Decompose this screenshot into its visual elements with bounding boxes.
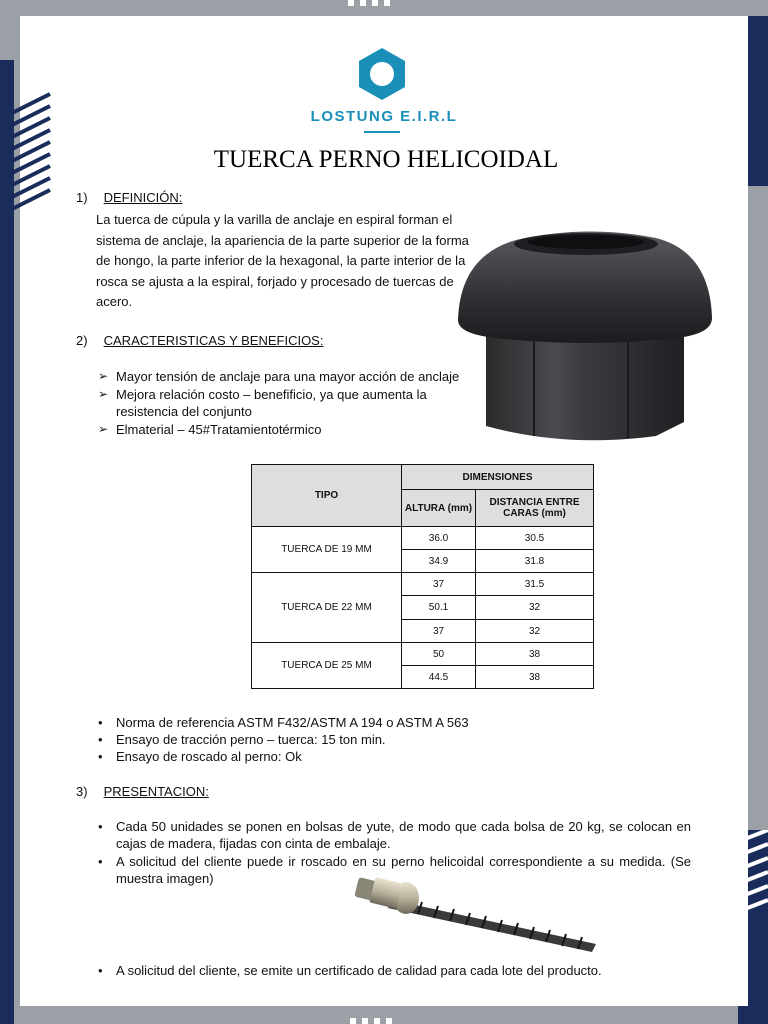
notes-list xyxy=(98,714,548,765)
altura-cell: 44.5 xyxy=(402,666,476,689)
header-distancia: DISTANCIA ENTRE CARAS (mm) xyxy=(476,490,594,527)
list-item: • A solicitud del cliente puede ir roscado en su perno helicoidal correspondiente a su medida. (Se muestra imagen) xyxy=(98,854,691,886)
list-item: • A solicitud del cliente, se emite un certificado de calidad para cada lote del producto. xyxy=(98,963,602,978)
list-item: • Ensayo de tracción perno – tuerca: 15 ton min. xyxy=(98,732,386,747)
dot-bullet-icon: • xyxy=(98,819,103,834)
section-presentation-heading xyxy=(76,784,209,799)
dimensions-table xyxy=(251,464,594,689)
arrow-bullet-icon: ➢ xyxy=(98,387,109,401)
distancia-cell: 30.5 xyxy=(476,527,594,550)
section-title: PRESENTACION: xyxy=(103,784,209,799)
altura-cell: 37 xyxy=(402,620,476,643)
section-definition-heading xyxy=(76,190,182,205)
list-item: • Norma de referencia ASTM F432/ASTM A 194 o ASTM A 563 xyxy=(98,715,469,730)
section-title: CARACTERISTICAS Y BENEFICIOS: xyxy=(103,333,324,348)
definition-text: La tuerca de cúpula y la varilla de anclaje en espiral forman el sistema de anclaje, la apariencia de la parte superior de la forma de hongo, la parte inferior de la hexagonal, la parte interior de la rosca se ajusta a la espiral, forjado y procesado de tuercas de acero. xyxy=(96,212,469,309)
distancia-cell: 31.5 xyxy=(476,573,594,596)
distancia-cell: 31.8 xyxy=(476,550,594,573)
header-altura: ALTURA (mm) xyxy=(402,490,476,527)
tipo-cell: TUERCA DE 19 MM xyxy=(252,527,402,573)
bottom-ticks-decoration xyxy=(350,1016,398,1024)
table-row xyxy=(252,527,594,550)
altura-cell: 50.1 xyxy=(402,596,476,620)
dot-bullet-icon: • xyxy=(98,732,103,747)
dome-nut-image xyxy=(456,226,714,444)
section-features-heading xyxy=(76,333,323,348)
list-item: ➢ Elmaterial – 45#Tratamientotérmico xyxy=(98,422,322,437)
dot-bullet-icon: • xyxy=(98,963,103,978)
altura-cell: 50 xyxy=(402,643,476,666)
header-tipo: TIPO xyxy=(252,465,402,527)
table-row xyxy=(252,573,594,596)
company-name: LOSTUNG E.I.R.L xyxy=(310,108,458,125)
stripes-decoration-right xyxy=(732,830,768,940)
section-number: 2) xyxy=(76,333,88,348)
features-list xyxy=(98,368,478,439)
page-title: TUERCA PERNO HELICOIDAL xyxy=(213,146,559,173)
tipo-cell: TUERCA DE 25 MM xyxy=(252,643,402,689)
dot-bullet-icon: • xyxy=(98,749,103,764)
altura-cell: 37 xyxy=(402,573,476,596)
brand-underline xyxy=(364,131,400,133)
distancia-cell: 38 xyxy=(476,643,594,666)
list-item: ➢ Mejora relación costo – benefificio, ya que aumenta la resistencia del conjunto xyxy=(98,387,427,419)
dot-bullet-icon: • xyxy=(98,854,103,869)
altura-cell: 36.0 xyxy=(402,527,476,550)
stripes-decoration-left xyxy=(10,90,54,230)
distancia-cell: 32 xyxy=(476,620,594,643)
tipo-cell: TUERCA DE 22 MM xyxy=(252,573,402,643)
list-item: • Cada 50 unidades se ponen en bolsas de yute, de modo que cada bolsa de 20 kg, se colocan en cajas de madera, fijadas con cinta de embalaje. xyxy=(98,819,691,851)
section-title: DEFINICIÓN: xyxy=(103,190,183,205)
distancia-cell: 32 xyxy=(476,596,594,620)
header-dimensiones: DIMENSIONES xyxy=(402,465,594,490)
section-number: 1) xyxy=(76,190,88,205)
section-number: 3) xyxy=(76,784,88,799)
list-item: • Ensayo de roscado al perno: Ok xyxy=(98,749,302,764)
table-row xyxy=(252,643,594,666)
presentation-final-list xyxy=(98,962,698,979)
arrow-bullet-icon: ➢ xyxy=(98,369,109,383)
hex-nut-logo-icon xyxy=(356,46,408,102)
distancia-cell: 38 xyxy=(476,666,594,689)
threaded-bolt-image xyxy=(352,872,602,952)
arrow-bullet-icon: ➢ xyxy=(98,422,109,436)
list-item: ➢ Mayor tensión de anclaje para una mayor acción de anclaje xyxy=(98,369,460,384)
altura-cell: 34.9 xyxy=(402,550,476,573)
top-ticks-decoration xyxy=(348,0,396,8)
dot-bullet-icon: • xyxy=(98,715,103,730)
frame-accent-right xyxy=(746,16,768,186)
